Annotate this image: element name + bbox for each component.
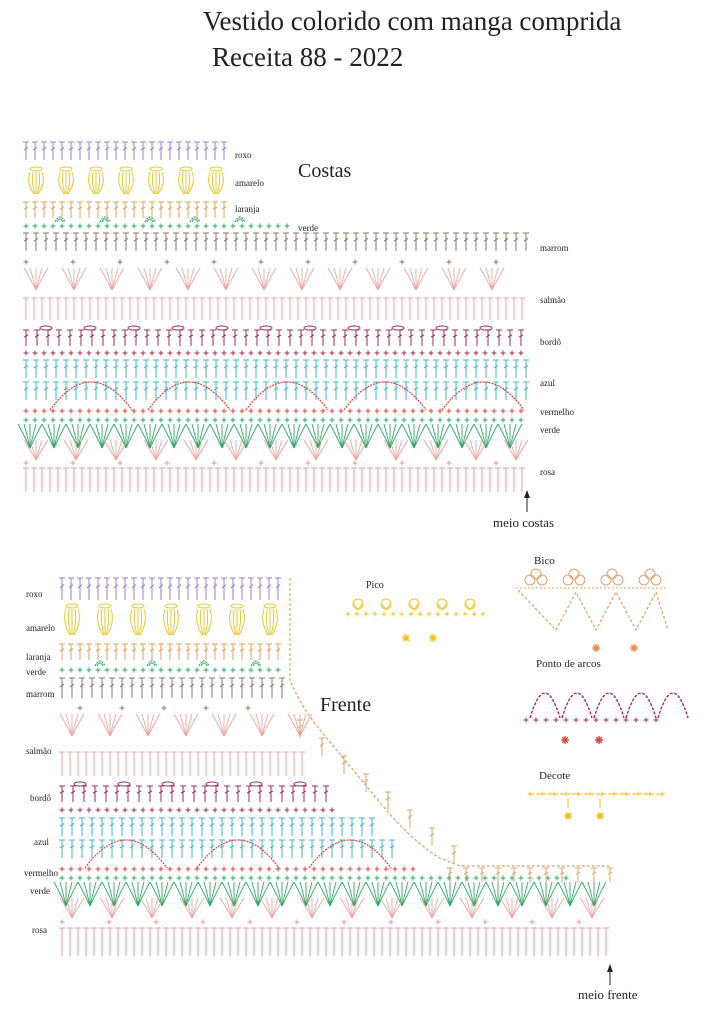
front-row-vermelho-arcs <box>85 840 391 868</box>
front-row-rosa-plus <box>60 920 582 925</box>
front-row-verde2 <box>54 882 606 906</box>
front-label-vermelho: vermelho <box>24 868 58 878</box>
back-row-amarelo <box>29 167 224 194</box>
legend-charts <box>346 569 689 820</box>
front-row-salmao-shells <box>60 714 312 736</box>
front-row-bordo <box>59 786 329 802</box>
front-label-laranja: laranja <box>26 652 51 662</box>
front-row-roxo <box>59 578 281 600</box>
front-row-azul-top <box>59 818 375 836</box>
legend-pico-label: Pico <box>366 580 384 591</box>
back-label-rosa: rosa <box>540 467 555 477</box>
legend-bico-star-2 <box>630 644 638 652</box>
front-row-amarelo <box>65 604 278 635</box>
front-center-arrowhead <box>607 964 613 972</box>
back-row-bordo-plus <box>24 351 524 356</box>
front-row-bordo-ovals <box>74 782 306 786</box>
back-row-roxo <box>23 142 227 160</box>
front-row-vermelho <box>60 867 416 872</box>
legend-arcos-base <box>524 718 659 723</box>
front-row-rosa <box>59 928 609 956</box>
front-neckline-stitches <box>447 868 613 882</box>
legend-arcos-star-2 <box>595 736 603 744</box>
back-row-rosa-plus <box>24 461 499 466</box>
back-heading: Costas <box>298 160 352 182</box>
back-row-vermelho <box>24 409 524 414</box>
legend-pico-star-2 <box>429 634 437 642</box>
back-row-marrom <box>23 233 529 251</box>
legend-pico-star-1 <box>402 634 410 642</box>
back-row-bordo <box>23 330 524 346</box>
pattern-title: Vestido colorido com manga comprida <box>203 6 622 36</box>
front-row-azul <box>59 840 395 858</box>
legend-pico <box>346 599 486 642</box>
back-label-laranja: laranja <box>235 204 260 214</box>
back-label-marrom: marrom <box>540 243 569 253</box>
front-row-bordo-plus <box>60 808 335 813</box>
front-heading: Frente <box>320 694 372 716</box>
legend-bico-star-1 <box>592 644 600 652</box>
back-label-verde-2: verde <box>540 425 560 435</box>
legend-decote <box>528 792 665 821</box>
front-row-verde2-plus <box>60 876 569 881</box>
front-label-rosa: rosa <box>32 925 47 935</box>
back-label-azul: azul <box>540 378 555 388</box>
back-label-amarelo: amarelo <box>235 178 264 188</box>
front-row-marrom <box>59 678 285 698</box>
front-row-verde-arcs <box>95 661 261 666</box>
back-label-salmao: salmão <box>540 295 566 305</box>
front-row-verde <box>60 668 281 673</box>
legend-pico-base <box>346 612 486 617</box>
back-row-azul-top <box>23 360 529 378</box>
back-label-verde-1: verde <box>298 223 318 233</box>
back-row-verde2-plus <box>24 418 524 423</box>
front-label-amarelo: amarelo <box>26 623 55 633</box>
front-center-marker: meio frente <box>578 987 638 1002</box>
front-label-bordo: bordô <box>30 793 51 803</box>
back-center-marker: meio costas <box>493 515 555 530</box>
front-label-marrom: marrom <box>26 689 55 699</box>
back-row-vermelho-arcs <box>50 382 524 410</box>
front-neckline <box>290 578 610 866</box>
legend-arcos <box>524 693 689 744</box>
front-label-salmao: salmão <box>26 746 52 756</box>
back-row-marrom-plus <box>24 260 499 265</box>
back-row-salmao <box>23 298 525 320</box>
back-center-arrowhead <box>524 490 530 498</box>
legend-decote-label: Decote <box>539 770 571 782</box>
back-chart <box>18 142 530 512</box>
legend-arcos-label: Ponto de arcos <box>536 658 601 670</box>
back-row-laranja <box>23 202 227 218</box>
legend-bico-label: Bico <box>534 555 555 567</box>
front-row-marrom-plus <box>78 706 251 711</box>
front-label-verde-1: verde <box>26 667 46 677</box>
legend-decote-star-2 <box>596 812 604 820</box>
legend-arcos-star-1 <box>561 736 569 744</box>
front-label-azul: azul <box>34 837 49 847</box>
back-label-bordo: bordô <box>540 337 561 347</box>
legend-decote-star-1 <box>564 812 572 820</box>
back-label-vermelho: vermelho <box>540 407 574 417</box>
back-row-bordo-ovals <box>40 326 492 330</box>
front-row-laranja <box>59 644 281 660</box>
front-row-salmao <box>59 752 305 776</box>
back-row-rosa <box>23 468 525 492</box>
back-label-roxo: roxo <box>235 150 252 160</box>
back-row-verde <box>24 224 290 229</box>
back-row-verde-arcs <box>55 217 245 222</box>
back-row-salmao-shells <box>24 268 504 290</box>
front-chart <box>54 578 613 985</box>
front-label-verde-2: verde <box>30 886 50 896</box>
pattern-number: Receita 88 - 2022 <box>212 42 404 72</box>
back-row-verde2 <box>18 424 522 448</box>
front-label-roxo: roxo <box>26 589 43 599</box>
legend-bico <box>516 569 668 652</box>
